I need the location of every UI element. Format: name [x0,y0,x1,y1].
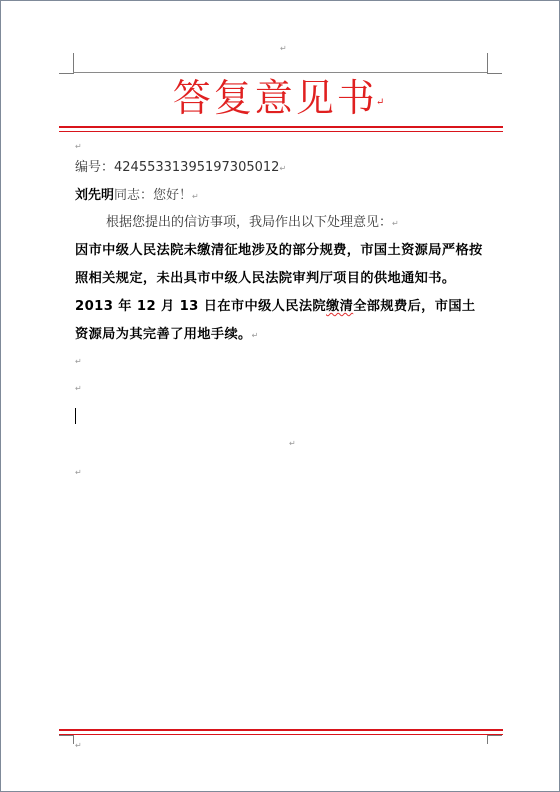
body-paragraph[interactable] [75,237,489,349]
footer-paragraph-mark: ↵ [75,741,82,750]
empty-paragraph-mark: ↵ [75,357,82,366]
body-paragraph-mark: ↵ [251,331,259,340]
intro-line[interactable] [106,213,399,233]
greeting-line[interactable] [75,186,199,206]
text-cursor [75,408,76,424]
section-paragraph-mark: ↵ [289,439,296,448]
header-boundary-line [73,72,487,73]
bottom-left-margin-mark [59,735,74,744]
footer-rule-thick [59,729,503,731]
body-text-part1: 因市中级人民法院未缴清征地涉及的部分规费，市国土资源局严格按照相关规定，未出具市中级人民法院审判厅项目的供地通知书。2013 年 12 月 13 日在市中级人民法院 [75,243,483,314]
body-text-part2: 全部规费后，市国土资源局为其完善了用地手续。 [75,299,476,342]
serial-label: 编号： [75,160,115,175]
intro-paragraph-mark: ↵ [392,219,399,228]
empty-paragraph-mark: ↵ [75,384,82,393]
title-rule-thin [59,131,503,132]
footer-rule-thin [59,734,503,735]
greeting-salutation: 同志：您好！ [114,188,193,203]
bottom-right-margin-mark [487,735,502,744]
top-left-margin-mark [59,53,74,74]
empty-paragraph-mark: ↵ [75,142,82,151]
document-title [1,75,560,121]
title-paragraph-mark: ↵ [375,97,388,108]
greeting-paragraph-mark: ↵ [192,192,199,201]
serial-paragraph-mark: ↵ [279,164,287,173]
empty-paragraph-mark: ↵ [75,468,82,477]
serial-line[interactable] [75,158,286,178]
title-text: 答复意见书 [172,76,378,120]
intro-text: 根据您提出的信访事项，我局作出以下处理意见： [106,215,393,230]
top-right-margin-mark [487,53,502,74]
greeting-name: 刘先明 [75,188,115,203]
body-text-spellcheck-word: 缴清 [326,299,354,314]
title-rule-thick [59,126,503,128]
serial-value: 42455331395197305012 [114,160,280,175]
header-paragraph-mark: ↵ [280,44,287,53]
